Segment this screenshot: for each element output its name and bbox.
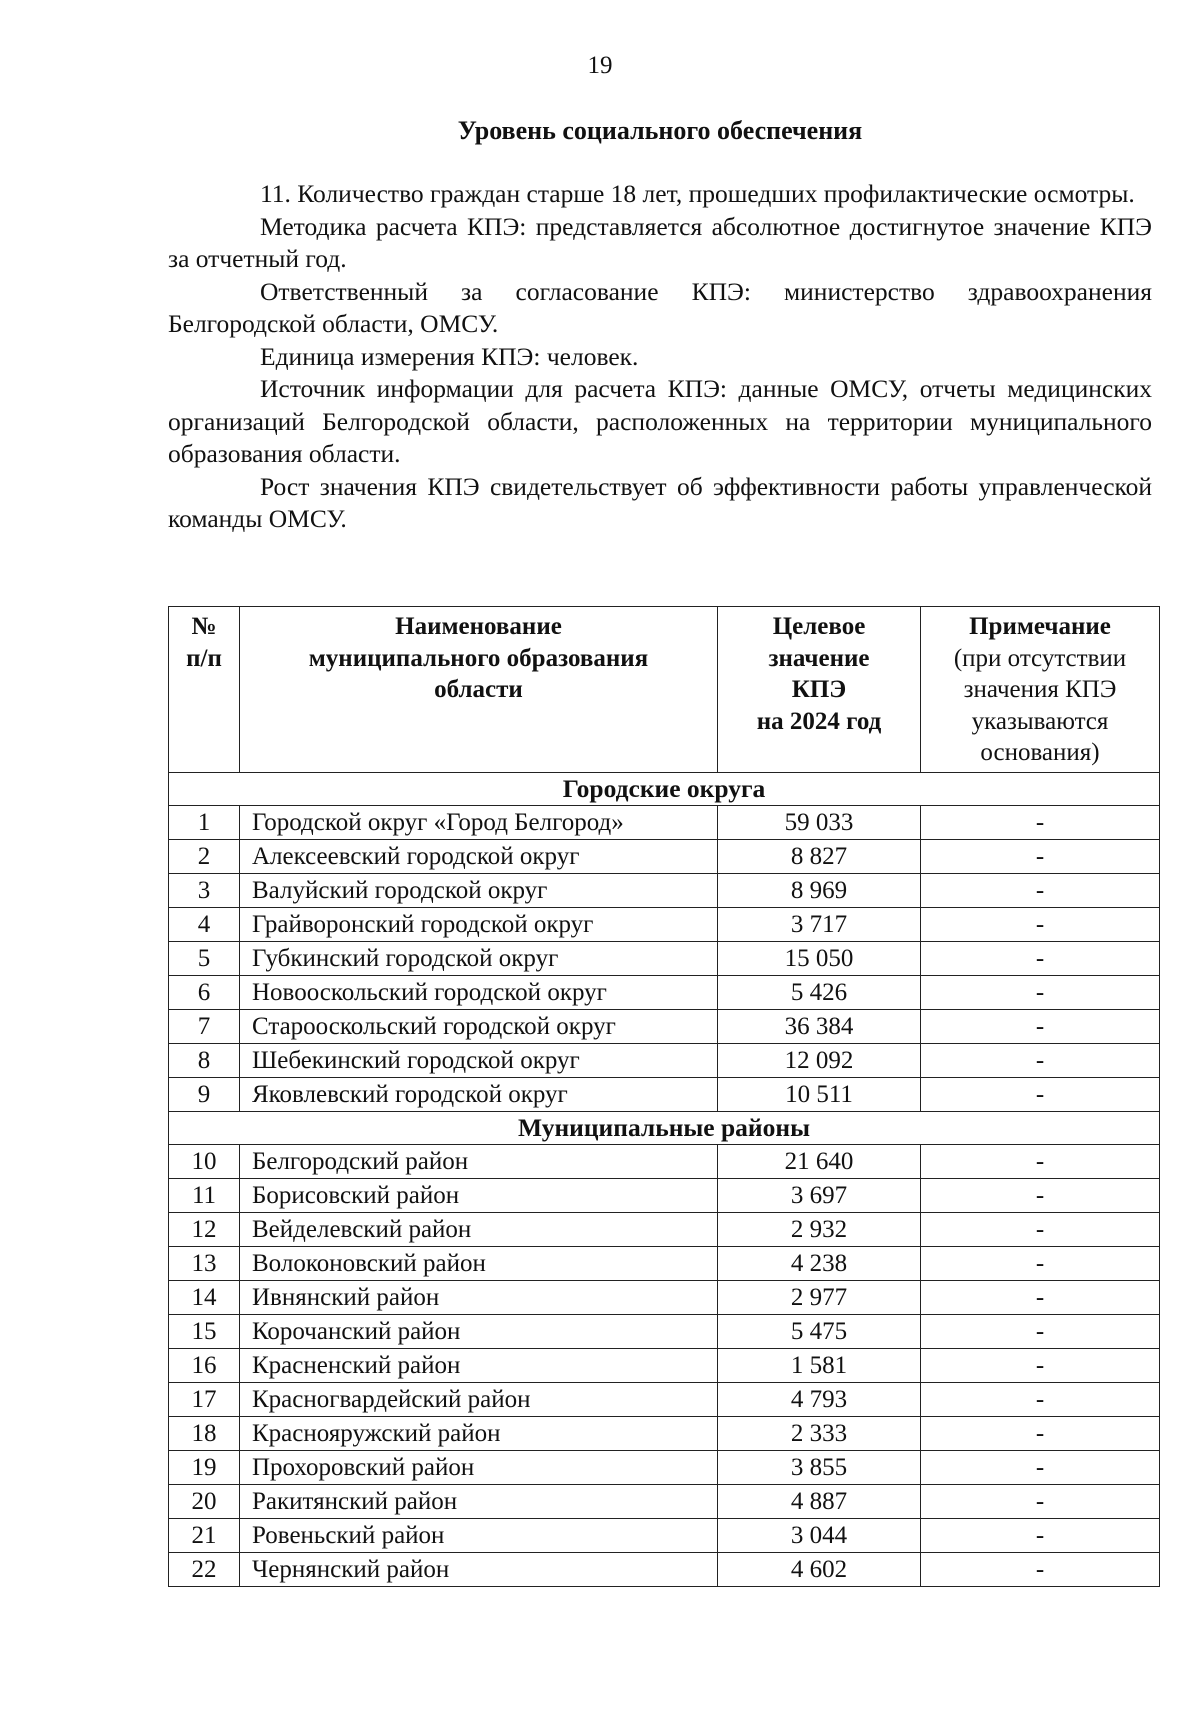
header-target bbox=[718, 607, 921, 773]
cell-name: Корочанский район bbox=[240, 1315, 718, 1349]
table-row bbox=[169, 908, 1160, 942]
cell-note: - bbox=[921, 1485, 1160, 1519]
cell-note: - bbox=[921, 1349, 1160, 1383]
cell-number: 13 bbox=[169, 1247, 240, 1281]
table-row bbox=[169, 1485, 1160, 1519]
cell-number: 9 bbox=[169, 1078, 240, 1112]
cell-name: Краснояружский район bbox=[240, 1417, 718, 1451]
cell-name: Красненский район bbox=[240, 1349, 718, 1383]
cell-name: Старооскольский городской округ bbox=[240, 1010, 718, 1044]
cell-target-value: 4 887 bbox=[718, 1485, 921, 1519]
table-body bbox=[169, 773, 1160, 1587]
cell-name: Прохоровский район bbox=[240, 1451, 718, 1485]
header-note-line: (при отсутствии bbox=[953, 644, 1127, 672]
header-note-line: указываются bbox=[971, 707, 1109, 735]
body-text bbox=[168, 178, 1152, 536]
cell-name: Грайворонский городской округ bbox=[240, 908, 718, 942]
header-target-line: на 2024 год bbox=[756, 707, 882, 735]
table-row bbox=[169, 1247, 1160, 1281]
table-row bbox=[169, 1145, 1160, 1179]
header-name bbox=[240, 607, 718, 773]
table-row bbox=[169, 840, 1160, 874]
paragraph: Рост значения КПЭ свидетельствует об эффективности работы управленческой команды ОМСУ. bbox=[168, 471, 1152, 533]
header-target-line: Целевое bbox=[772, 613, 866, 640]
page-number: 19 bbox=[587, 52, 613, 79]
cell-number: 4 bbox=[169, 908, 240, 942]
cell-name: Волоконовский район bbox=[240, 1247, 718, 1281]
cell-note: - bbox=[921, 1383, 1160, 1417]
table-row bbox=[169, 1553, 1160, 1587]
cell-note: - bbox=[921, 1553, 1160, 1587]
cell-name: Красногвардейский район bbox=[240, 1383, 718, 1417]
table-header-row bbox=[169, 607, 1160, 773]
cell-number: 7 bbox=[169, 1010, 240, 1044]
cell-name: Губкинский городской округ bbox=[240, 942, 718, 976]
cell-target-value: 3 855 bbox=[718, 1451, 921, 1485]
cell-number: 15 bbox=[169, 1315, 240, 1349]
table-row bbox=[169, 1044, 1160, 1078]
cell-target-value: 3 697 bbox=[718, 1179, 921, 1213]
table-group-row bbox=[169, 773, 1160, 806]
header-num-line: п/п bbox=[186, 644, 222, 672]
cell-name: Яковлевский городской округ bbox=[240, 1078, 718, 1112]
cell-note: - bbox=[921, 1281, 1160, 1315]
table-row bbox=[169, 874, 1160, 908]
cell-name: Ивнянский район bbox=[240, 1281, 718, 1315]
cell-target-value: 2 333 bbox=[718, 1417, 921, 1451]
cell-name: Ровеньский район bbox=[240, 1519, 718, 1553]
cell-target-value: 3 044 bbox=[718, 1519, 921, 1553]
table-row bbox=[169, 942, 1160, 976]
cell-target-value: 5 475 bbox=[718, 1315, 921, 1349]
header-name-line: муниципального образования bbox=[308, 644, 649, 672]
cell-note: - bbox=[921, 1417, 1160, 1451]
cell-name: Новооскольский городской округ bbox=[240, 976, 718, 1010]
cell-name: Шебекинский городской округ bbox=[240, 1044, 718, 1078]
cell-target-value: 8 827 bbox=[718, 840, 921, 874]
cell-number: 18 bbox=[169, 1417, 240, 1451]
cell-note: - bbox=[921, 1451, 1160, 1485]
cell-target-value: 15 050 bbox=[718, 942, 921, 976]
cell-name: Алексеевский городской округ bbox=[240, 840, 718, 874]
cell-number: 19 bbox=[169, 1451, 240, 1485]
table-row bbox=[169, 1213, 1160, 1247]
paragraph: Источник информации для расчета КПЭ: данные ОМСУ, отчеты медицинских организаций Белгородской области, расположенных на территории муниципального образования области. bbox=[168, 374, 1152, 468]
cell-number: 21 bbox=[169, 1519, 240, 1553]
cell-name: Городской округ «Город Белгород» bbox=[240, 806, 718, 840]
cell-target-value: 10 511 bbox=[718, 1078, 921, 1112]
table-row bbox=[169, 1078, 1160, 1112]
table-row bbox=[169, 806, 1160, 840]
kpi-table-wrapper bbox=[168, 606, 1160, 1587]
cell-target-value: 5 426 bbox=[718, 976, 921, 1010]
table-row bbox=[169, 1519, 1160, 1553]
cell-number: 20 bbox=[169, 1485, 240, 1519]
cell-target-value: 2 932 bbox=[718, 1213, 921, 1247]
cell-target-value: 4 793 bbox=[718, 1383, 921, 1417]
section-heading: Уровень социального обеспечения bbox=[457, 116, 863, 145]
header-target-line: значение bbox=[768, 644, 870, 672]
cell-target-value: 21 640 bbox=[718, 1145, 921, 1179]
cell-name: Борисовский район bbox=[240, 1179, 718, 1213]
table-row bbox=[169, 1179, 1160, 1213]
cell-name: Чернянский район bbox=[240, 1553, 718, 1587]
cell-note: - bbox=[921, 1044, 1160, 1078]
group-title: Городские округа bbox=[169, 773, 1160, 806]
cell-target-value: 8 969 bbox=[718, 874, 921, 908]
paragraph: Единица измерения КПЭ: человек. bbox=[260, 341, 639, 371]
cell-number: 22 bbox=[169, 1553, 240, 1587]
cell-name: Белгородский район bbox=[240, 1145, 718, 1179]
cell-note: - bbox=[921, 1315, 1160, 1349]
header-name-line: Наименование bbox=[395, 613, 562, 640]
paragraph: Методика расчета КПЭ: представляется абсолютное достигнутое значение КПЭ за отчетный год. bbox=[168, 211, 1152, 273]
cell-number: 3 bbox=[169, 874, 240, 908]
table-row bbox=[169, 1417, 1160, 1451]
cell-number: 6 bbox=[169, 976, 240, 1010]
cell-number: 11 bbox=[169, 1179, 240, 1213]
cell-note: - bbox=[921, 1213, 1160, 1247]
header-target-line: КПЭ bbox=[791, 676, 847, 703]
kpi-table bbox=[168, 606, 1160, 1587]
cell-note: - bbox=[921, 1519, 1160, 1553]
cell-note: - bbox=[921, 1010, 1160, 1044]
cell-name: Валуйский городской округ bbox=[240, 874, 718, 908]
cell-target-value: 2 977 bbox=[718, 1281, 921, 1315]
header-name-line: области bbox=[434, 676, 523, 703]
cell-name: Вейделевский район bbox=[240, 1213, 718, 1247]
cell-number: 8 bbox=[169, 1044, 240, 1078]
cell-target-value: 4 238 bbox=[718, 1247, 921, 1281]
table-row bbox=[169, 1010, 1160, 1044]
cell-note: - bbox=[921, 806, 1160, 840]
table-row bbox=[169, 1349, 1160, 1383]
cell-number: 17 bbox=[169, 1383, 240, 1417]
cell-number: 5 bbox=[169, 942, 240, 976]
paragraph: 11. Количество граждан старше 18 лет, прошедших профилактические осмотры. bbox=[260, 179, 1135, 208]
cell-number: 12 bbox=[169, 1213, 240, 1247]
cell-note: - bbox=[921, 840, 1160, 874]
cell-number: 1 bbox=[169, 806, 240, 840]
cell-note: - bbox=[921, 1247, 1160, 1281]
cell-target-value: 59 033 bbox=[718, 806, 921, 840]
cell-note: - bbox=[921, 1145, 1160, 1179]
cell-target-value: 12 092 bbox=[718, 1044, 921, 1078]
cell-note: - bbox=[921, 976, 1160, 1010]
cell-note: - bbox=[921, 1078, 1160, 1112]
group-title: Муниципальные районы bbox=[169, 1112, 1160, 1145]
header-note bbox=[921, 607, 1160, 773]
cell-target-value: 36 384 bbox=[718, 1010, 921, 1044]
paragraph: Ответственный за согласование КПЭ: министерство здравоохранения Белгородской области, ОМСУ. bbox=[168, 276, 1152, 338]
cell-note: - bbox=[921, 1179, 1160, 1213]
cell-note: - bbox=[921, 874, 1160, 908]
table-group-row bbox=[169, 1112, 1160, 1145]
table-row bbox=[169, 1383, 1160, 1417]
table-row bbox=[169, 1315, 1160, 1349]
cell-note: - bbox=[921, 908, 1160, 942]
cell-number: 14 bbox=[169, 1281, 240, 1315]
header-note-line: значения КПЭ bbox=[963, 676, 1117, 703]
cell-number: 10 bbox=[169, 1145, 240, 1179]
cell-target-value: 3 717 bbox=[718, 908, 921, 942]
cell-number: 2 bbox=[169, 840, 240, 874]
cell-target-value: 4 602 bbox=[718, 1553, 921, 1587]
cell-target-value: 1 581 bbox=[718, 1349, 921, 1383]
header-note-line: Примечание bbox=[969, 613, 1111, 640]
table-row bbox=[169, 1451, 1160, 1485]
cell-note: - bbox=[921, 942, 1160, 976]
table-row bbox=[169, 1281, 1160, 1315]
cell-number: 16 bbox=[169, 1349, 240, 1383]
header-note-line: основания) bbox=[980, 739, 1100, 766]
table-row bbox=[169, 976, 1160, 1010]
header-num bbox=[169, 607, 240, 773]
header-num-line: № bbox=[191, 613, 217, 640]
cell-name: Ракитянский район bbox=[240, 1485, 718, 1519]
